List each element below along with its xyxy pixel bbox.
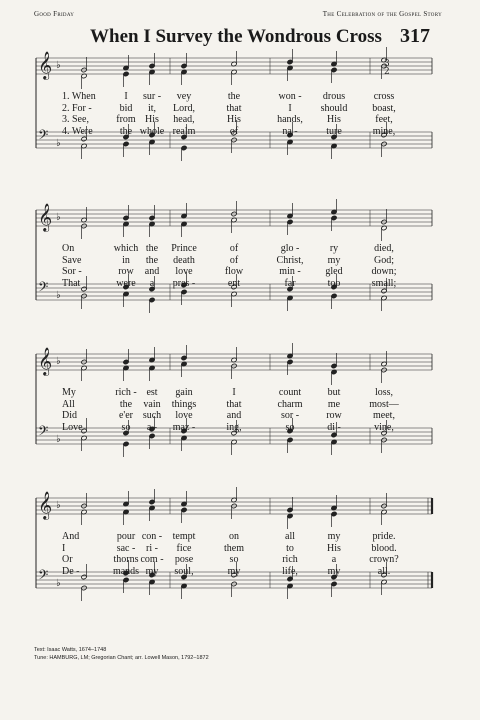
lyric-syllable: My bbox=[62, 387, 76, 398]
lyric-syllable: vain bbox=[143, 398, 161, 410]
lyric-syllable: I bbox=[232, 387, 236, 398]
lyric-syllable: De - bbox=[62, 565, 80, 577]
lyric-syllable: such bbox=[142, 410, 162, 421]
lyric-syllable: all. bbox=[377, 565, 391, 577]
lyric-syllable: charm bbox=[277, 398, 303, 410]
lyric-syllable: sac - bbox=[116, 542, 136, 554]
lyric-syllable: from bbox=[116, 114, 136, 125]
lyric-syllable: a - bbox=[146, 421, 158, 433]
lyric-syllable: death bbox=[173, 254, 195, 266]
lyric-syllable: sor - bbox=[280, 410, 300, 421]
lyric-syllable: e'er bbox=[118, 410, 134, 421]
lyric-syllable: 3. See, bbox=[62, 114, 89, 125]
lyric-syllable: me bbox=[327, 398, 341, 410]
lyric-syllable: but bbox=[327, 387, 341, 398]
flat-icon: ♭ bbox=[56, 138, 61, 149]
lyric-syllable: of bbox=[229, 243, 239, 254]
lyric-syllable: con - bbox=[141, 531, 163, 542]
lyric-syllable: it, bbox=[147, 102, 157, 114]
lyric-syllable: which bbox=[113, 243, 139, 254]
lyric-syllable: things bbox=[171, 398, 197, 410]
lyric-syllable: ri - bbox=[146, 542, 158, 554]
lyric-syllable: Sor - bbox=[62, 266, 82, 277]
lyric-syllable: com - bbox=[140, 554, 164, 565]
lyric-syllable: Lord, bbox=[173, 102, 195, 114]
treble-clef-icon: 𝄞 bbox=[38, 51, 53, 79]
lyric-syllable: vine, bbox=[374, 421, 394, 433]
lyric-syllable: the bbox=[145, 243, 159, 254]
lyric-syllable: God; bbox=[374, 254, 394, 266]
flat-icon: ♭ bbox=[56, 500, 61, 511]
time-sig-icon: 2 bbox=[384, 67, 390, 77]
lyric-syllable: And bbox=[62, 531, 80, 542]
lyric-syllable: most— bbox=[369, 398, 399, 410]
lyric-syllable: ture bbox=[326, 125, 342, 137]
lyric-syllable: ing, bbox=[226, 421, 242, 433]
lyric-syllable: That bbox=[62, 277, 81, 289]
lyric-syllable: maz - bbox=[172, 421, 196, 433]
lyric-syllable: should bbox=[320, 102, 348, 114]
lyric-syllable: so bbox=[285, 421, 295, 433]
lyric-syllable: of bbox=[229, 125, 239, 137]
flat-icon: ♭ bbox=[56, 434, 61, 445]
lyric-syllable: meet, bbox=[373, 410, 395, 421]
lyric-syllable: His bbox=[327, 114, 341, 125]
lyric-syllable: boast, bbox=[372, 102, 396, 114]
flat-icon: ♭ bbox=[56, 290, 61, 301]
lyric-syllable: est bbox=[146, 387, 158, 398]
treble-clef-icon: 𝄞 bbox=[38, 491, 53, 519]
lyric-syllable: pour bbox=[116, 531, 136, 542]
lyric-syllable: glo - bbox=[280, 243, 300, 254]
lyric-syllable: Or bbox=[62, 554, 73, 565]
lyric-syllable: min - bbox=[279, 266, 301, 277]
lyric-syllable: them bbox=[224, 542, 244, 554]
season-header: Good Friday bbox=[34, 10, 75, 18]
treble-clef-icon: 𝄞 bbox=[38, 347, 53, 375]
lyric-syllable: 1. When bbox=[62, 91, 96, 102]
lyric-syllable: of bbox=[229, 254, 239, 266]
lyric-syllable: I bbox=[288, 102, 292, 114]
bass-clef-icon: 𝄢 bbox=[38, 127, 49, 146]
lyric-syllable: All bbox=[62, 398, 75, 410]
lyric-syllable: tempt bbox=[172, 531, 196, 542]
lyric-syllable: in bbox=[122, 254, 130, 266]
lyric-syllable: Love bbox=[62, 421, 83, 433]
lyric-syllable: thorns bbox=[113, 554, 139, 565]
lyric-syllable: Save bbox=[62, 254, 82, 266]
bass-clef-icon: 𝄢 bbox=[38, 567, 49, 586]
time-sig-icon: 3 bbox=[384, 59, 390, 69]
lyric-syllable: crown? bbox=[369, 554, 399, 565]
credits bbox=[34, 646, 209, 662]
lyric-syllable: my bbox=[327, 565, 341, 577]
lyric-syllable: my bbox=[227, 565, 241, 577]
lyric-syllable: a bbox=[331, 554, 337, 565]
lyric-syllable: fice bbox=[176, 542, 192, 554]
lyric-syllable: loss, bbox=[374, 387, 394, 398]
lyric-syllable: and bbox=[144, 266, 160, 277]
lyric-syllable: far bbox=[284, 277, 296, 289]
lyric-syllable: count bbox=[278, 387, 302, 398]
lyric-syllable: down; bbox=[371, 266, 397, 277]
lyric-syllable: mine, bbox=[372, 125, 396, 137]
lyric-syllable: the bbox=[119, 398, 133, 410]
lyric-syllable: His bbox=[227, 114, 241, 125]
lyric-syllable: gled bbox=[325, 266, 343, 277]
lyric-syllable: mands bbox=[112, 565, 140, 577]
lyric-syllable: and bbox=[226, 410, 242, 421]
lyric-syllable: my bbox=[145, 565, 159, 577]
lyric-syllable: too bbox=[327, 277, 341, 289]
lyric-syllable: realm bbox=[172, 125, 196, 137]
lyric-syllable: ent bbox=[227, 277, 241, 289]
lyric-syllable: row bbox=[118, 266, 134, 277]
lyric-syllable: sur - bbox=[142, 91, 162, 102]
lyric-syllable: to bbox=[286, 542, 294, 554]
lyric-syllable: Did bbox=[62, 410, 77, 421]
lyric-syllable: I bbox=[124, 91, 128, 102]
lyric-syllable: vey bbox=[176, 91, 192, 102]
hymn-title: When I Survey the Wondrous Cross bbox=[90, 26, 382, 47]
lyric-syllable: that bbox=[226, 398, 242, 410]
lyric-syllable: drous bbox=[322, 91, 346, 102]
flat-icon: ♭ bbox=[56, 578, 61, 589]
lyric-syllable: rich - bbox=[115, 387, 137, 398]
lyric-syllable: On bbox=[62, 243, 75, 254]
tune-credit: Tune: HAMBURG, LM; Gregorian Chant; arr. Lowell Mason, 1792–1872 bbox=[34, 655, 209, 661]
lyric-syllable: bid bbox=[119, 102, 133, 114]
lyric-syllable: I bbox=[62, 542, 66, 554]
lyric-syllable: soul, bbox=[174, 565, 194, 577]
hymn-number: 317 bbox=[400, 25, 430, 47]
lyric-syllable: cross bbox=[373, 91, 395, 102]
lyric-syllable: di - bbox=[327, 421, 341, 433]
lyric-syllable: flow bbox=[224, 266, 244, 277]
treble-clef-icon: 𝄞 bbox=[38, 203, 53, 231]
flat-icon: ♭ bbox=[56, 212, 61, 223]
lyric-syllable: feet, bbox=[375, 114, 393, 125]
lyric-syllable: rich bbox=[282, 554, 298, 565]
lyric-syllable: Prince bbox=[171, 243, 197, 254]
lyric-syllable: small; bbox=[371, 277, 397, 289]
lyric-syllable: na - bbox=[282, 125, 298, 137]
lyric-syllable: so bbox=[229, 554, 239, 565]
lyric-syllable: His bbox=[327, 542, 341, 554]
lyric-syllable: all bbox=[285, 531, 295, 542]
lyric-syllable: pres - bbox=[172, 277, 196, 289]
lyric-syllable: my bbox=[327, 254, 341, 266]
lyric-syllable: that bbox=[226, 102, 242, 114]
lyric-syllable: pose bbox=[174, 554, 194, 565]
lyric-syllable: the bbox=[119, 125, 133, 137]
lyric-syllable: Christ, bbox=[276, 254, 304, 266]
lyric-syllable: love bbox=[175, 410, 193, 421]
lyric-syllable: gain bbox=[175, 387, 193, 398]
lyric-syllable: love bbox=[175, 266, 193, 277]
section-header: The Celebration of the Gospel Story bbox=[322, 10, 442, 18]
lyric-syllable: a bbox=[149, 277, 155, 289]
lyric-syllable: the bbox=[145, 254, 159, 266]
lyric-syllable: 2. For - bbox=[62, 102, 92, 114]
lyric-syllable: blood. bbox=[371, 542, 397, 554]
lyric-syllable: head, bbox=[173, 114, 195, 125]
lyric-syllable: so bbox=[121, 421, 131, 433]
lyric-syllable: on bbox=[229, 531, 239, 542]
lyric-syllable: His bbox=[145, 114, 159, 125]
lyric-syllable: died, bbox=[374, 243, 394, 254]
lyric-syllable: my bbox=[327, 531, 341, 542]
lyric-syllable: 4. Were bbox=[62, 125, 93, 137]
flat-icon: ♭ bbox=[56, 356, 61, 367]
lyric-syllable: row bbox=[326, 410, 342, 421]
lyric-syllable: hands, bbox=[277, 114, 303, 125]
lyric-syllable: life, bbox=[282, 565, 298, 577]
lyric-syllable: won - bbox=[278, 91, 302, 102]
flat-icon: ♭ bbox=[56, 60, 61, 71]
lyric-syllable: whole bbox=[139, 125, 165, 137]
text-credit: Text: Isaac Watts, 1674–1748 bbox=[34, 647, 107, 653]
bass-clef-icon: 𝄢 bbox=[38, 279, 49, 298]
bass-clef-icon: 𝄢 bbox=[38, 423, 49, 442]
lyric-syllable: the bbox=[227, 91, 241, 102]
lyric-syllable: ry bbox=[329, 243, 339, 254]
lyric-syllable: pride. bbox=[372, 531, 396, 542]
lyric-syllable: were bbox=[116, 277, 136, 289]
